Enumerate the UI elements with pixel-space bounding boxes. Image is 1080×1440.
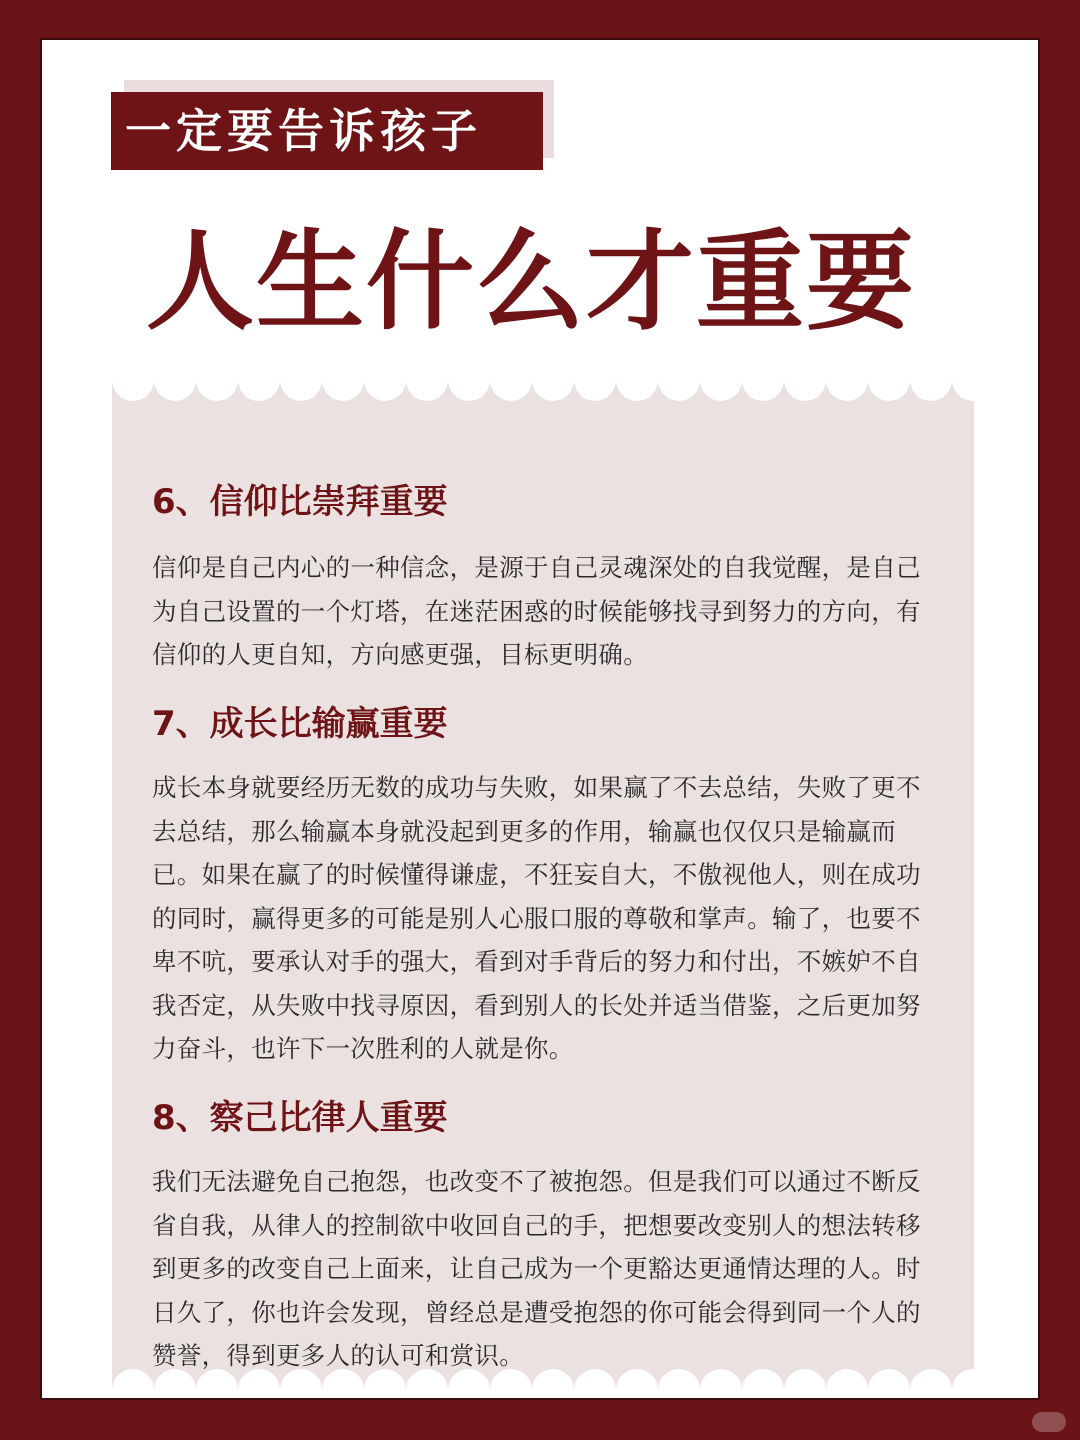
content-panel xyxy=(40,38,1040,1400)
section-body-7: 成长本身就要经历无数的成功与失败，如果赢了不去总结，失败了更不去总结，那么输赢本身就没起到更多的作用，输赢也仅仅只是输赢而已。如果在赢了的时候懂得谦虚，不狂妄自大，不傲视他人，则在成功的同时，赢得更多的可能是别人心服口服的尊敬和掌声。输了，也要不卑不吭，要承认对手的强大，看到对手背后的努力和付出，不嫉妒不自我否定，从失败中找寻原因，看到别人的长处并适当借鉴，之后更加努力奋斗，也许下一次胜利的人就是你。 xyxy=(152,773,921,1063)
header-tag: 一定要告诉孩子 xyxy=(111,92,543,170)
content-card xyxy=(112,380,974,1390)
page-title: 人生什么才重要 xyxy=(146,220,917,345)
section-body-8: 我们无法避免自己抱怨，也改变不了被抱怨。但是我们可以通过不断反省自我，从律人的控制欲中收回自己的手，把想要改变别人的想法转移到更多的改变自己上面来，让自己成为一个更豁达更通情达理的人。时日久了，你也许会发现，曾经总是遭受抱怨的你可能会得到同一个人的赞誉，得到更多人的认可和赏识。 xyxy=(152,1167,921,1370)
section-title-8: 8、察己比律人重要 xyxy=(152,1098,448,1138)
section-title-7: 7、成长比输赢重要 xyxy=(152,704,448,744)
corner-badge xyxy=(1032,1412,1066,1432)
section-title-6: 6、信仰比崇拜重要 xyxy=(152,482,448,522)
section-body-6: 信仰是自己内心的一种信念，是源于自己灵魂深处的自我觉醒，是自己为自己设置的一个灯塔，在迷茫困惑的时候能够找寻到努力的方向，有信仰的人更自知，方向感更强，目标更明确。 xyxy=(152,553,921,669)
